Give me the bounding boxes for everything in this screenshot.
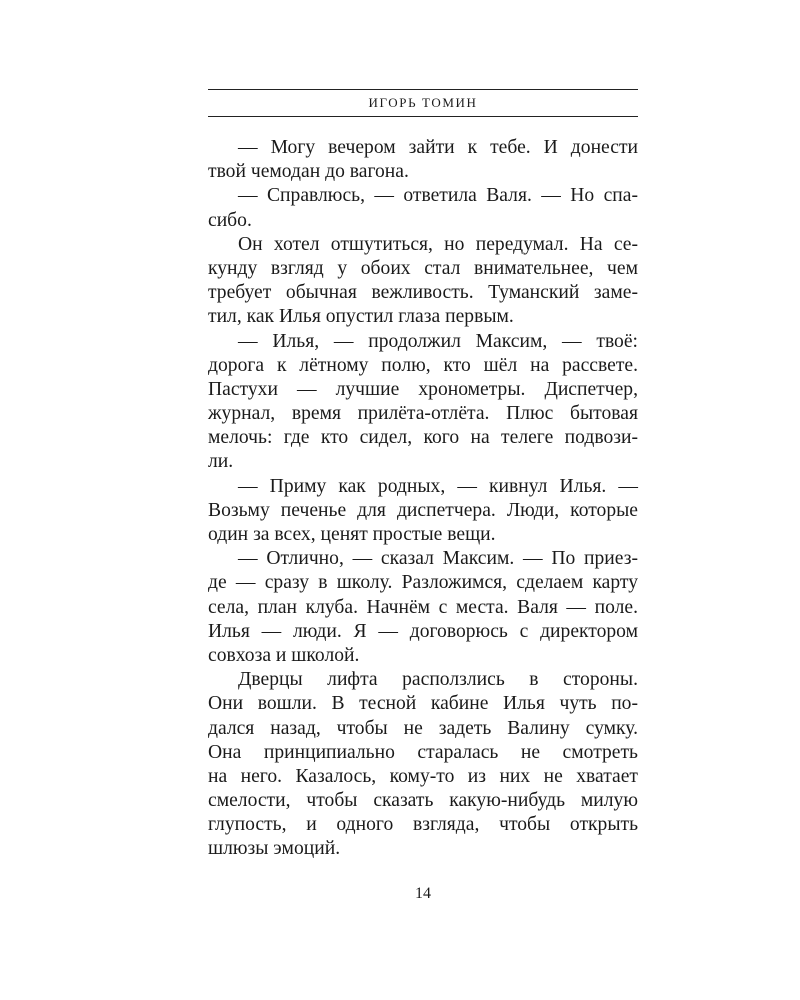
text-line: сибо. [208,209,252,231]
text-line: Илья — люди. Я — договорюсь с директором [208,620,638,642]
text-line: тил, как Илья опустил глаза первым. [208,306,514,328]
text-line: — Илья, — продолжил Максим, — твоё: [238,330,638,352]
text-line: кунду взгляд у обоих стал внимательнее, чем [208,257,638,279]
text-line: Возьму печенье для диспетчера. Люди, которые [208,499,638,521]
text-line: шлюзы эмоций. [208,838,341,860]
text-line: Она принципиально старалась не смотреть [208,741,638,763]
text-line: дался назад, чтобы не задеть Валину сумку. [208,717,638,739]
text-line: ли. [208,451,234,473]
text-line: Дверцы лифта расползлись в стороны. [238,669,638,691]
text-line: села, план клуба. Начнём с места. Валя — поле. [208,596,638,618]
text-line: глупость, и одного взгляда, чтобы открыть [208,814,638,836]
text-line: журнал, время прилёта-отлёта. Плюс бытовая [208,403,638,425]
text-line: дорога к лётному полю, кто шёл на рассвете. [208,354,638,376]
text-line: де — сразу в школу. Разложимся, сделаем карту [208,572,638,594]
text-line: один за всех, ценят простые вещи. [208,524,496,545]
text-line: — Справлюсь, — ответила Валя. — Но спа- [238,185,638,207]
text-line: на него. Казалось, кому-то из них не хватает [208,765,638,787]
text-line: Он хотел отшутиться, но передумал. На се- [238,233,638,255]
text-line: совхоза и школой. [208,644,360,666]
text-line: твой чемодан до вагона. [208,161,409,183]
text-line: Они вошли. В тесной кабине Илья чуть по- [208,693,638,715]
text-line: мелочь: где кто сидел, кого на телеге подвози- [208,427,638,449]
text-line: — Отлично, — сказал Максим. — По приез- [238,548,638,570]
text-line: — Приму как родных, — кивнул Илья. — [238,475,638,497]
text-line: требует обычная вежливость. Туманский заме- [208,282,638,304]
body-text [208,136,638,862]
text-line: Пастухи — лучшие хронометры. Диспетчер, [208,378,638,400]
header-bottom-rule [208,116,638,117]
text-line: — Могу вечером зайти к тебе. И донести [238,137,638,158]
header-top-rule [208,89,638,90]
text-line: смелости, чтобы сказать какую-нибудь милую [208,790,638,812]
running-head-author: ИГОРЬ ТОМИН [368,95,478,110]
page-number: 14 [415,885,431,902]
